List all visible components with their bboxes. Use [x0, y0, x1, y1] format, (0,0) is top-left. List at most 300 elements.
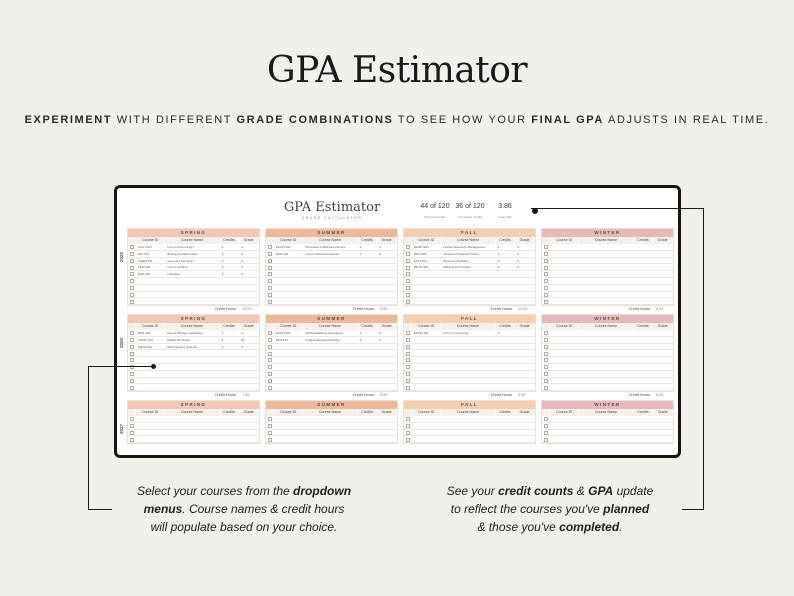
- course-row[interactable]: [266, 244, 397, 251]
- completed-checkbox[interactable]: [268, 431, 272, 435]
- course-row[interactable]: [542, 330, 673, 337]
- course-id-cell[interactable]: ECON-300: [275, 331, 291, 335]
- completed-checkbox[interactable]: [130, 431, 134, 435]
- course-row[interactable]: [542, 371, 673, 378]
- course-row[interactable]: [404, 264, 535, 271]
- course-row[interactable]: [542, 416, 673, 423]
- completed-checkbox[interactable]: [130, 252, 134, 256]
- grade-cell[interactable]: [653, 264, 673, 270]
- completed-checkbox[interactable]: [268, 259, 272, 263]
- course-row[interactable]: [404, 344, 535, 351]
- grade-cell[interactable]: [515, 278, 535, 284]
- completed-checkbox[interactable]: [130, 417, 134, 421]
- course-row[interactable]: [128, 258, 259, 265]
- course-id-cell[interactable]: [136, 350, 166, 356]
- completed-checkbox[interactable]: [406, 266, 410, 270]
- completed-checkbox[interactable]: [130, 286, 134, 290]
- completed-checkbox[interactable]: [544, 272, 548, 276]
- completed-checkbox[interactable]: [544, 379, 548, 383]
- course-id-cell[interactable]: [412, 436, 442, 442]
- grade-cell[interactable]: [377, 350, 397, 356]
- course-id-cell[interactable]: [550, 251, 580, 257]
- course-id-cell[interactable]: [550, 337, 580, 343]
- grade-cell[interactable]: [239, 350, 259, 356]
- course-id-cell[interactable]: [550, 278, 580, 284]
- course-id-cell[interactable]: [274, 285, 304, 291]
- grade-cell[interactable]: A-: [241, 344, 245, 349]
- course-id-cell[interactable]: MKTG-201: [413, 265, 429, 270]
- course-row[interactable]: [128, 271, 259, 278]
- course-row[interactable]: [542, 364, 673, 371]
- grade-cell[interactable]: [515, 364, 535, 370]
- completed-checkbox[interactable]: [406, 245, 410, 249]
- completed-checkbox[interactable]: [268, 279, 272, 283]
- course-id-cell[interactable]: [550, 244, 580, 250]
- course-row[interactable]: [128, 378, 259, 385]
- completed-checkbox[interactable]: [406, 279, 410, 283]
- course-id-cell[interactable]: [274, 416, 304, 422]
- completed-checkbox[interactable]: [268, 438, 272, 442]
- course-row[interactable]: [542, 278, 673, 285]
- course-id-cell[interactable]: STAT-301: [413, 258, 427, 263]
- course-id-cell[interactable]: [412, 357, 442, 363]
- course-row[interactable]: [128, 251, 259, 258]
- course-row[interactable]: [542, 298, 673, 305]
- course-row[interactable]: [128, 350, 259, 357]
- grade-cell[interactable]: A: [241, 272, 244, 277]
- course-id-cell[interactable]: [274, 350, 304, 356]
- completed-checkbox[interactable]: [130, 338, 134, 342]
- course-row[interactable]: [266, 423, 397, 430]
- course-row[interactable]: [266, 264, 397, 271]
- course-id-cell[interactable]: [412, 350, 442, 356]
- course-id-cell[interactable]: [550, 423, 580, 429]
- completed-checkbox[interactable]: [544, 293, 548, 297]
- course-row[interactable]: [128, 416, 259, 423]
- grade-cell[interactable]: A: [517, 258, 520, 263]
- course-id-cell[interactable]: ORG-301: [413, 251, 427, 256]
- course-id-cell[interactable]: [550, 436, 580, 442]
- completed-checkbox[interactable]: [268, 300, 272, 304]
- completed-checkbox[interactable]: [130, 272, 134, 276]
- grade-cell[interactable]: [653, 357, 673, 363]
- grade-cell[interactable]: [653, 244, 673, 250]
- course-id-cell[interactable]: [274, 292, 304, 298]
- course-row[interactable]: [542, 344, 673, 351]
- grade-cell[interactable]: [515, 337, 535, 343]
- course-id-cell[interactable]: [550, 364, 580, 370]
- completed-checkbox[interactable]: [268, 245, 272, 249]
- course-row[interactable]: [266, 430, 397, 437]
- grade-cell[interactable]: [377, 430, 397, 436]
- course-id-cell[interactable]: [274, 384, 304, 390]
- course-row[interactable]: [266, 271, 397, 278]
- completed-checkbox[interactable]: [406, 338, 410, 342]
- completed-checkbox[interactable]: [268, 338, 272, 342]
- completed-checkbox[interactable]: [268, 379, 272, 383]
- grade-cell[interactable]: [653, 330, 673, 336]
- course-id-cell[interactable]: [550, 357, 580, 363]
- course-id-cell[interactable]: [550, 378, 580, 384]
- course-row[interactable]: [542, 436, 673, 443]
- grade-cell[interactable]: [377, 344, 397, 350]
- completed-checkbox[interactable]: [268, 417, 272, 421]
- course-row[interactable]: [128, 285, 259, 292]
- grade-cell[interactable]: [377, 371, 397, 377]
- course-row[interactable]: [404, 337, 535, 344]
- course-id-cell[interactable]: [274, 423, 304, 429]
- course-id-cell[interactable]: FINA-201: [137, 265, 151, 270]
- course-row[interactable]: [266, 344, 397, 351]
- course-row[interactable]: [266, 285, 397, 292]
- course-row[interactable]: [404, 251, 535, 258]
- course-id-cell[interactable]: [412, 271, 442, 277]
- grade-cell[interactable]: [653, 436, 673, 442]
- course-id-cell[interactable]: [274, 271, 304, 277]
- completed-checkbox[interactable]: [406, 259, 410, 263]
- course-id-cell[interactable]: [136, 416, 166, 422]
- course-id-cell[interactable]: MGMT-201: [413, 245, 429, 249]
- course-id-cell[interactable]: [550, 416, 580, 422]
- grade-cell[interactable]: [653, 298, 673, 304]
- grade-cell[interactable]: [377, 278, 397, 284]
- course-row[interactable]: [404, 292, 535, 299]
- grade-cell[interactable]: [239, 285, 259, 291]
- completed-checkbox[interactable]: [130, 245, 134, 249]
- grade-cell[interactable]: [377, 378, 397, 384]
- course-id-cell[interactable]: [550, 292, 580, 298]
- grade-cell[interactable]: [515, 292, 535, 298]
- course-row[interactable]: [542, 271, 673, 278]
- grade-cell[interactable]: B+: [241, 337, 246, 342]
- course-id-cell[interactable]: [412, 416, 442, 422]
- course-row[interactable]: [128, 264, 259, 271]
- completed-checkbox[interactable]: [130, 352, 134, 356]
- grade-cell[interactable]: [653, 337, 673, 343]
- completed-checkbox[interactable]: [268, 293, 272, 297]
- grade-cell[interactable]: [515, 350, 535, 356]
- grade-cell[interactable]: [239, 423, 259, 429]
- course-id-cell[interactable]: [550, 330, 580, 336]
- course-row[interactable]: [266, 371, 397, 378]
- course-id-cell[interactable]: [550, 264, 580, 270]
- completed-checkbox[interactable]: [406, 424, 410, 428]
- grade-cell[interactable]: [239, 298, 259, 304]
- course-id-cell[interactable]: [274, 430, 304, 436]
- course-row[interactable]: [542, 292, 673, 299]
- course-id-cell[interactable]: [412, 285, 442, 291]
- course-id-cell[interactable]: [136, 430, 166, 436]
- course-id-cell[interactable]: [550, 298, 580, 304]
- course-row[interactable]: [404, 423, 535, 430]
- course-id-cell[interactable]: [550, 371, 580, 377]
- completed-checkbox[interactable]: [544, 259, 548, 263]
- grade-cell[interactable]: [377, 384, 397, 390]
- completed-checkbox[interactable]: [406, 286, 410, 290]
- course-id-cell[interactable]: [550, 430, 580, 436]
- course-id-cell[interactable]: [274, 264, 304, 270]
- course-id-cell[interactable]: FINA-101: [275, 251, 289, 256]
- course-row[interactable]: [542, 244, 673, 251]
- grade-cell[interactable]: A: [241, 251, 244, 256]
- grade-cell[interactable]: A: [241, 265, 244, 270]
- course-id-cell[interactable]: [412, 364, 442, 370]
- grade-cell[interactable]: [653, 430, 673, 436]
- grade-cell[interactable]: [377, 357, 397, 363]
- grade-cell[interactable]: [239, 378, 259, 384]
- course-row[interactable]: [266, 258, 397, 265]
- grade-cell[interactable]: [653, 258, 673, 264]
- grade-cell[interactable]: A: [517, 245, 520, 249]
- completed-checkbox[interactable]: [268, 266, 272, 270]
- completed-checkbox[interactable]: [544, 331, 548, 335]
- completed-checkbox[interactable]: [544, 424, 548, 428]
- course-row[interactable]: [404, 278, 535, 285]
- grade-cell[interactable]: [653, 285, 673, 291]
- course-id-cell[interactable]: [136, 285, 166, 291]
- course-row[interactable]: [404, 364, 535, 371]
- course-row[interactable]: [128, 244, 259, 251]
- grade-cell[interactable]: [515, 378, 535, 384]
- completed-checkbox[interactable]: [130, 372, 134, 376]
- completed-checkbox[interactable]: [268, 352, 272, 356]
- completed-checkbox[interactable]: [544, 300, 548, 304]
- course-id-cell[interactable]: [274, 258, 304, 264]
- course-id-cell[interactable]: ENVS-201: [137, 344, 153, 349]
- grade-cell[interactable]: A: [241, 331, 244, 335]
- completed-checkbox[interactable]: [406, 252, 410, 256]
- course-id-cell[interactable]: [412, 423, 442, 429]
- course-row[interactable]: [266, 350, 397, 357]
- course-row[interactable]: [404, 244, 535, 251]
- completed-checkbox[interactable]: [130, 424, 134, 428]
- grade-cell[interactable]: [515, 436, 535, 442]
- grade-cell[interactable]: A: [379, 251, 382, 256]
- completed-checkbox[interactable]: [130, 379, 134, 383]
- course-row[interactable]: [128, 278, 259, 285]
- course-row[interactable]: [266, 330, 397, 337]
- completed-checkbox[interactable]: [406, 300, 410, 304]
- course-id-cell[interactable]: [136, 436, 166, 442]
- completed-checkbox[interactable]: [268, 424, 272, 428]
- course-row[interactable]: [266, 337, 397, 344]
- grade-cell[interactable]: [653, 364, 673, 370]
- completed-checkbox[interactable]: [130, 331, 134, 335]
- course-id-cell[interactable]: [412, 384, 442, 390]
- course-id-cell[interactable]: [550, 344, 580, 350]
- course-id-cell[interactable]: [274, 436, 304, 442]
- course-row[interactable]: [266, 416, 397, 423]
- course-id-cell[interactable]: ACCT-101: [137, 245, 152, 249]
- grade-cell[interactable]: [515, 285, 535, 291]
- course-row[interactable]: [128, 330, 259, 337]
- course-row[interactable]: [266, 357, 397, 364]
- course-id-cell[interactable]: [136, 371, 166, 377]
- course-id-cell[interactable]: [274, 371, 304, 377]
- grade-cell[interactable]: [377, 292, 397, 298]
- course-row[interactable]: [404, 350, 535, 357]
- course-id-cell[interactable]: [550, 271, 580, 277]
- completed-checkbox[interactable]: [268, 331, 272, 335]
- grade-cell[interactable]: [653, 350, 673, 356]
- course-id-cell[interactable]: [412, 430, 442, 436]
- course-row[interactable]: [128, 337, 259, 344]
- course-row[interactable]: [266, 384, 397, 391]
- completed-checkbox[interactable]: [268, 252, 272, 256]
- course-row[interactable]: [542, 258, 673, 265]
- course-id-cell[interactable]: [136, 298, 166, 304]
- completed-checkbox[interactable]: [130, 300, 134, 304]
- completed-checkbox[interactable]: [130, 266, 134, 270]
- grade-cell[interactable]: [377, 285, 397, 291]
- grade-cell[interactable]: [239, 430, 259, 436]
- course-id-cell[interactable]: [136, 278, 166, 284]
- course-id-cell[interactable]: [274, 298, 304, 304]
- course-row[interactable]: [128, 344, 259, 351]
- completed-checkbox[interactable]: [544, 338, 548, 342]
- grade-cell[interactable]: [239, 384, 259, 390]
- grade-cell[interactable]: [239, 364, 259, 370]
- course-row[interactable]: [266, 436, 397, 443]
- completed-checkbox[interactable]: [544, 358, 548, 362]
- course-row[interactable]: [128, 357, 259, 364]
- completed-checkbox[interactable]: [406, 386, 410, 390]
- grade-cell[interactable]: [653, 344, 673, 350]
- grade-cell[interactable]: A: [379, 245, 382, 249]
- grade-cell[interactable]: A: [241, 245, 244, 249]
- course-id-cell[interactable]: [550, 258, 580, 264]
- completed-checkbox[interactable]: [130, 438, 134, 442]
- course-row[interactable]: [404, 371, 535, 378]
- course-id-cell[interactable]: BIOL-101: [137, 331, 151, 335]
- grade-cell[interactable]: [377, 423, 397, 429]
- grade-cell[interactable]: [377, 264, 397, 270]
- course-row[interactable]: [266, 251, 397, 258]
- course-row[interactable]: [404, 258, 535, 265]
- grade-cell[interactable]: [515, 416, 535, 422]
- course-row[interactable]: [266, 278, 397, 285]
- course-row[interactable]: [266, 378, 397, 385]
- course-id-cell[interactable]: ENG-201: [137, 272, 151, 277]
- course-row[interactable]: [404, 330, 535, 337]
- course-row[interactable]: [404, 378, 535, 385]
- completed-checkbox[interactable]: [268, 358, 272, 362]
- course-id-cell[interactable]: CHEM-101: [137, 258, 153, 263]
- course-row[interactable]: [542, 350, 673, 357]
- grade-cell[interactable]: [653, 271, 673, 277]
- course-id-cell[interactable]: [136, 423, 166, 429]
- course-id-cell[interactable]: BUS-110: [275, 337, 288, 342]
- course-row[interactable]: [542, 423, 673, 430]
- completed-checkbox[interactable]: [268, 272, 272, 276]
- completed-checkbox[interactable]: [544, 245, 548, 249]
- grade-cell[interactable]: [653, 278, 673, 284]
- completed-checkbox[interactable]: [130, 386, 134, 390]
- completed-checkbox[interactable]: [406, 272, 410, 276]
- course-row[interactable]: [404, 298, 535, 305]
- completed-checkbox[interactable]: [544, 417, 548, 421]
- grade-cell[interactable]: [653, 423, 673, 429]
- course-id-cell[interactable]: [550, 350, 580, 356]
- course-row[interactable]: [404, 384, 535, 391]
- course-id-cell[interactable]: [412, 337, 442, 343]
- course-row[interactable]: [542, 378, 673, 385]
- grade-cell[interactable]: [377, 436, 397, 442]
- completed-checkbox[interactable]: [544, 352, 548, 356]
- grade-cell[interactable]: A: [379, 331, 382, 335]
- course-row[interactable]: [404, 285, 535, 292]
- grade-cell[interactable]: [653, 292, 673, 298]
- course-row[interactable]: [128, 292, 259, 299]
- grade-cell[interactable]: [377, 298, 397, 304]
- grade-cell[interactable]: [515, 423, 535, 429]
- course-id-cell[interactable]: [274, 364, 304, 370]
- course-row[interactable]: [542, 251, 673, 258]
- grade-cell[interactable]: [239, 436, 259, 442]
- grade-cell[interactable]: [653, 378, 673, 384]
- course-row[interactable]: [542, 357, 673, 364]
- course-id-cell[interactable]: [412, 298, 442, 304]
- completed-checkbox[interactable]: [544, 365, 548, 369]
- grade-cell[interactable]: [377, 258, 397, 264]
- course-id-cell[interactable]: [412, 371, 442, 377]
- course-id-cell[interactable]: [136, 292, 166, 298]
- completed-checkbox[interactable]: [130, 358, 134, 362]
- completed-checkbox[interactable]: [544, 438, 548, 442]
- grade-cell[interactable]: A: [517, 251, 520, 256]
- course-row[interactable]: [404, 416, 535, 423]
- completed-checkbox[interactable]: [406, 431, 410, 435]
- grade-cell[interactable]: [653, 251, 673, 257]
- grade-cell[interactable]: [239, 292, 259, 298]
- grade-cell[interactable]: [515, 357, 535, 363]
- grade-cell[interactable]: [515, 298, 535, 304]
- completed-checkbox[interactable]: [406, 365, 410, 369]
- course-id-cell[interactable]: COMP-122: [137, 337, 153, 342]
- completed-checkbox[interactable]: [130, 293, 134, 297]
- course-row[interactable]: [404, 430, 535, 437]
- grade-cell[interactable]: [653, 384, 673, 390]
- completed-checkbox[interactable]: [268, 345, 272, 349]
- grade-cell[interactable]: [515, 430, 535, 436]
- completed-checkbox[interactable]: [544, 372, 548, 376]
- course-row[interactable]: [404, 436, 535, 443]
- completed-checkbox[interactable]: [406, 438, 410, 442]
- course-row[interactable]: [542, 285, 673, 292]
- course-row[interactable]: [128, 364, 259, 371]
- completed-checkbox[interactable]: [130, 279, 134, 283]
- grade-cell[interactable]: [377, 416, 397, 422]
- completed-checkbox[interactable]: [406, 345, 410, 349]
- grade-cell[interactable]: A: [379, 337, 382, 342]
- course-id-cell[interactable]: [412, 344, 442, 350]
- course-row[interactable]: [542, 430, 673, 437]
- course-row[interactable]: [128, 371, 259, 378]
- course-id-cell[interactable]: [136, 378, 166, 384]
- course-row[interactable]: [542, 264, 673, 271]
- grade-cell[interactable]: [653, 371, 673, 377]
- course-row[interactable]: [128, 436, 259, 443]
- course-row[interactable]: [128, 430, 259, 437]
- completed-checkbox[interactable]: [268, 372, 272, 376]
- completed-checkbox[interactable]: [406, 358, 410, 362]
- grade-cell[interactable]: A: [517, 265, 520, 270]
- grade-cell[interactable]: [239, 278, 259, 284]
- course-row[interactable]: [266, 364, 397, 371]
- grade-cell[interactable]: [239, 416, 259, 422]
- completed-checkbox[interactable]: [544, 252, 548, 256]
- grade-cell[interactable]: [515, 330, 535, 336]
